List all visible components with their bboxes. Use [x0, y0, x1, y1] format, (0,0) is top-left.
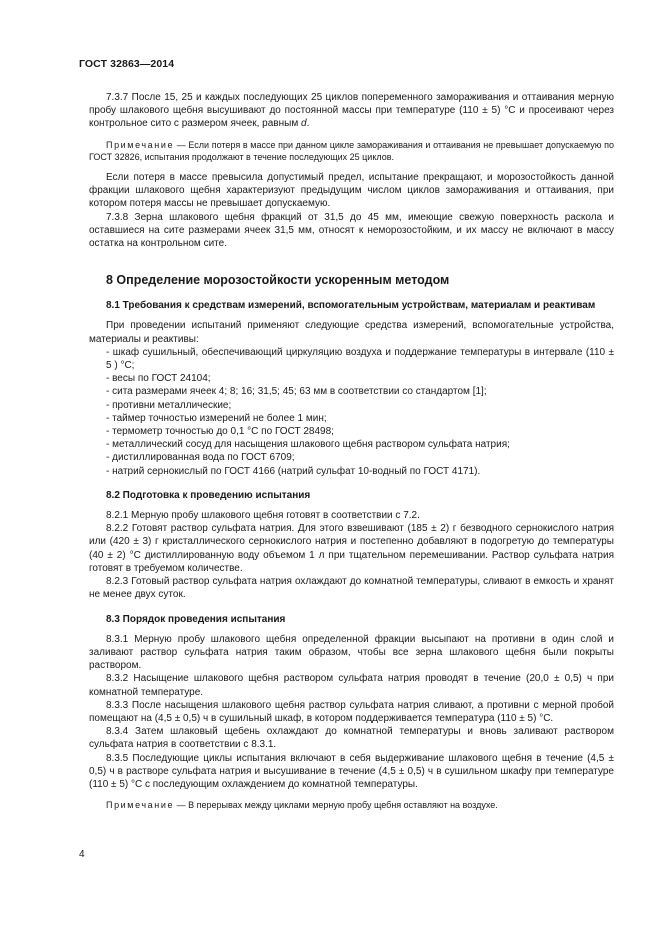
- list-item: - сита размерами ячеек 4; 8; 16; 31,5; 45; 63 мм в соответствии со стандартом [1];: [106, 386, 487, 398]
- subsection-8-1-intro: При проведении испытаний применяют следующие средства измерений, вспомогательные устройства, материалы и реактивы:: [89, 320, 614, 345]
- note-1: [89, 139, 614, 163]
- paragraph-loss: Если потеря в массе превысила допустимый предел, испытание прекращают, и морозостойкость данной фракции шлакового щебня характеризуют предыдущим числом циклов замораживания и оттаивания, при котором потеря массы не превышает допускаемую.: [89, 172, 614, 210]
- document-body: [89, 91, 614, 811]
- subsection-8-3-title: 8.3 Порядок проведения испытания: [106, 613, 286, 625]
- list-item: - таймер точностью измерений не более 1 мин;: [106, 412, 327, 424]
- list-item: - дистиллированная вода по ГОСТ 6709;: [106, 452, 295, 464]
- note-2-label: Примечание: [106, 800, 175, 811]
- list-item: - термометр точностью до 0,1 °С по ГОСТ 28498;: [106, 426, 334, 438]
- subsection-8-1-title: 8.1 Требования к средствам измерений, вспомогательным устройствам, материалам и реактивам: [106, 300, 596, 312]
- subsection-8-2-title: 8.2 Подготовка к проведению испытания: [106, 489, 311, 501]
- clause-8-2-2: 8.2.2 Готовят раствор сульфата натрия. Для этого взвешивают (185 ± 2) г безводного сернокислого натрия или (420 ± 3) г кристаллического сернокислого натрия и постепенно добавляют в подогретую до температуры (40 ± 2) °С дистиллированную воду объемом 1 л при тщательном перемешивании. Раствор сульфата натрия готовят в требуемом количестве.: [89, 523, 614, 574]
- clause-8-2-3: 8.2.3 Готовый раствор сульфата натрия охлаждают до комнатной температуры, сливают в емкость и хранят не менее двух суток.: [89, 576, 614, 601]
- document-header: ГОСТ 32863—2014: [79, 58, 175, 70]
- clause-8-3-5: 8.3.5 Последующие циклы испытания включают в себя выдерживание шлакового щебня в течение (4,5 ± 0,5) ч в растворе сульфата натрия и высушивание в течение (4,5 ± 0,5) ч в сушильном шкафу при температуре (110 ± 5) °С с последующим охлаждением до комнатной температуры.: [89, 752, 614, 790]
- note-2-text: — В перерывах между циклами мерную пробу щебня оставляют на воздухе.: [174, 800, 498, 811]
- clause-8-3-2: 8.3.2 Насыщение шлакового щебня раствором сульфата натрия проводят в течение (20,0 ± 0,5) ч при комнатной температуре.: [89, 673, 614, 698]
- clause-7-3-7-variable: d: [301, 118, 307, 130]
- note-1-label: Примечание: [106, 139, 175, 150]
- note-2: [89, 799, 614, 811]
- clause-8-2-1: 8.2.1 Мерную пробу шлакового щебня готовят в соответствии с 7.2.: [106, 510, 420, 522]
- page-number: 4: [79, 849, 85, 860]
- list-item: - металлический сосуд для насыщения шлакового щебня раствором сульфата натрия;: [106, 439, 510, 451]
- clause-7-3-8: 7.3.8 Зерна шлакового щебня фракций от 31,5 до 45 мм, имеющие свежую поверхность раскола и оставшиеся на сите размерами ячеек 31,5 мм, относят к неморозостойким, и их массу не включают в массу остатка на контрольном сите.: [89, 211, 614, 250]
- clause-7-3-7-text: 7.3.7 После 15, 25 и каждых последующих 25 циклов попеременного замораживания и оттаивания мерную пробу шлакового щебня высушивают до постоянной массы при температуре (110 ± 5) °С и просеивают через контрольное сито с размером ячеек, равным: [89, 92, 614, 130]
- clause-7-3-7: [89, 91, 614, 131]
- list-item: - противни металлические;: [106, 399, 232, 411]
- clause-7-3-7-end: .: [306, 118, 310, 130]
- list-item: - натрий сернокислый по ГОСТ 4166 (натрий сульфат 10-водный по ГОСТ 4171).: [106, 465, 481, 477]
- equipment-list: [89, 346, 614, 478]
- list-item: - шкаф сушильный, обеспечивающий циркуляцию воздуха и поддержание температуры в интервале (110 ± 5 ) °С;: [106, 346, 614, 372]
- note-1-text: — Если потеря в массе при данном цикле замораживания и оттаивания не превышает допускаемую по ГОСТ 32826, испытания продолжают в течение последующих 25 циклов.: [89, 139, 614, 162]
- clause-8-3-3: 8.3.3 После насыщения шлакового щебня раствор сульфата натрия сливают, а противни с мерной пробой помещают на (4,5 ± 0,5) ч в сушильный шкаф, в котором поддерживается температура (110 ± 5) °С.: [89, 699, 614, 724]
- clause-8-3-1: 8.3.1 Мерную пробу шлакового щебня определенной фракции высыпают на противни в один слой и заливают раствор сульфата натрия таким образом, чтобы все зерна шлакового щебня были покрыты раствором.: [89, 633, 614, 672]
- list-item: - весы по ГОСТ 24104;: [106, 373, 211, 385]
- section-8-title: 8 Определение морозостойкости ускоренным методом: [106, 273, 450, 288]
- clause-8-3-4: 8.3.4 Затем шлаковый щебень охлаждают до комнатной температуры и вновь заливают раствором сульфата натрия в соответствии с 8.3.1.: [89, 726, 614, 751]
